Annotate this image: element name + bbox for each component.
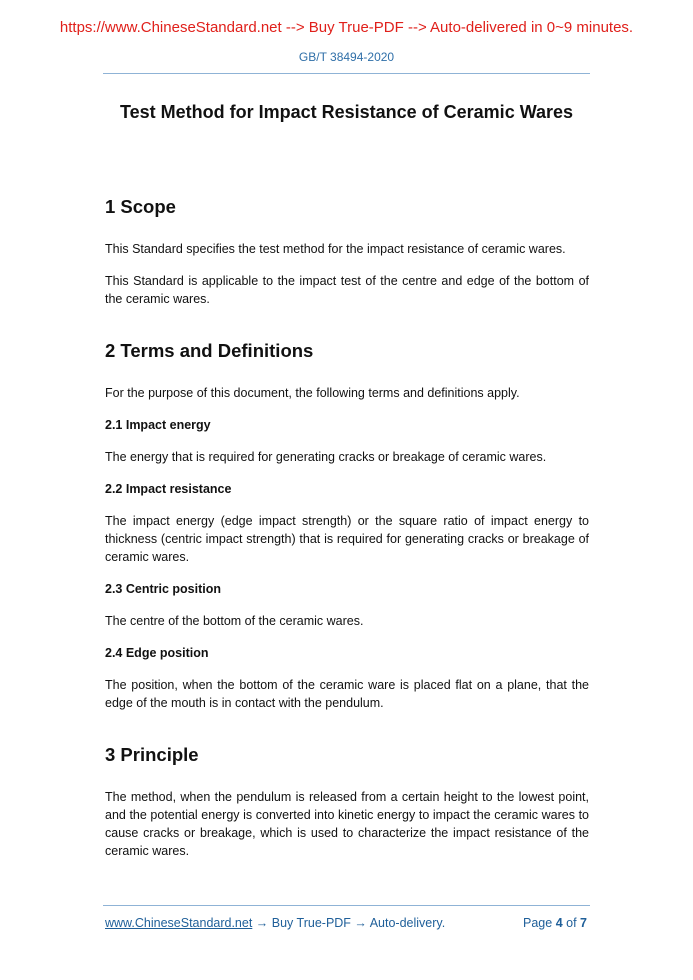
term-definition: The position, when the bottom of the ceramic ware is placed flat on a plane, that the edge of the mouth is in contact with the pendulum. [105, 678, 589, 710]
page-label: Page [523, 916, 553, 930]
term-definition: The energy that is required for generating cracks or breakage of ceramic wares. [105, 450, 547, 464]
principle-paragraph: The method, when the pendulum is released from a certain height to the lowest point, and the potential energy is converted into kinetic energy to impact the ceramic wares to cause cracks or breakage, which is used to characterize the impact resistance of the ceramic wares. [105, 790, 589, 858]
term-heading: 2.3 Centric position [105, 582, 221, 596]
document-title: Test Method for Impact Resistance of Ceramic Wares [119, 102, 574, 122]
term-definition: The centre of the bottom of the ceramic wares. [105, 614, 364, 628]
term-heading: 2.4 Edge position [105, 646, 209, 660]
term-heading: 2.1 Impact energy [105, 418, 211, 432]
page-indicator [523, 916, 587, 930]
term-heading: 2.2 Impact resistance [105, 482, 232, 496]
standard-code: GB/T 38494-2020 [298, 50, 395, 64]
page-current: 4 [555, 916, 563, 930]
section-heading-scope: 1 Scope [105, 196, 176, 217]
document-body [105, 194, 589, 860]
footer-tagline: → Buy True-PDF → Auto-delivery. [252, 916, 446, 930]
term-definition: The impact energy (edge impact strength) or the square ratio of impact energy to thickness (centric impact strength) that is required for generating cracks or breakage of ceramic wares. [105, 514, 589, 564]
header-divider [103, 73, 590, 74]
footer-promo [105, 916, 445, 930]
header-banner[interactable]: https://www.ChineseStandard.net --> Buy True-PDF --> Auto-delivered in 0~9 minutes. [59, 19, 634, 36]
section-heading-terms: 2 Terms and Definitions [105, 340, 314, 361]
scope-paragraph: This Standard specifies the test method for the impact resistance of ceramic wares. [105, 242, 566, 256]
footer-divider [103, 905, 590, 906]
page-total: 7 [580, 916, 587, 930]
section-heading-principle: 3 Principle [105, 744, 199, 765]
footer-site-link[interactable]: www.ChineseStandard.net [105, 916, 253, 930]
page-of-label: of [566, 916, 577, 930]
terms-intro: For the purpose of this document, the following terms and definitions apply. [105, 386, 520, 400]
scope-paragraph: This Standard is applicable to the impact test of the centre and edge of the bottom of the ceramic wares. [105, 274, 589, 306]
